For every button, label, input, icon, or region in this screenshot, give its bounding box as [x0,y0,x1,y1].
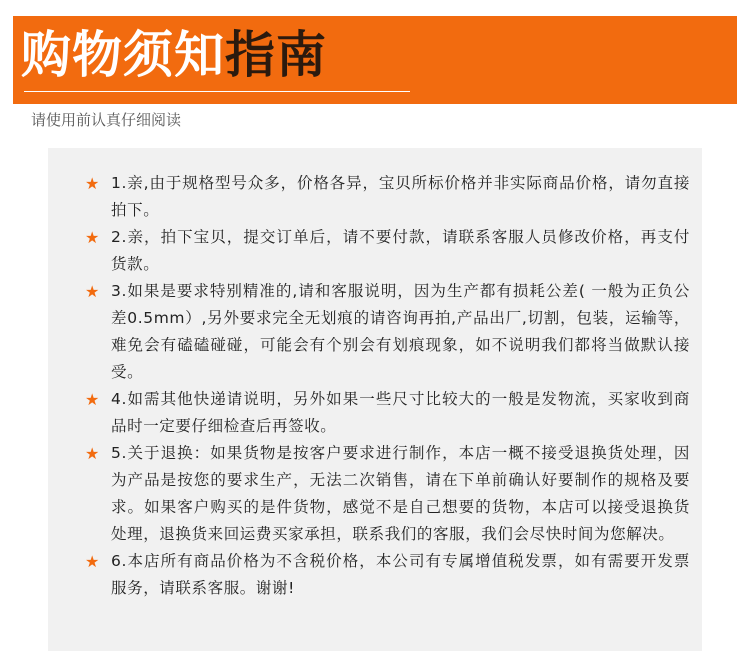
subtitle: 请使用前认真仔细阅读 [31,111,182,129]
note-text: 6.本店所有商品价格为不含税价格，本公司有专属增值税发票，如有需要开发票服务，请联系客服。谢谢! [111,552,690,597]
title-underline [24,91,410,92]
star-icon: ★ [85,390,100,409]
note-text: 5.关于退换：如果货物是按客户要求进行制作，本店一概不接受退换货处理，因为产品是按您的要求生产，无法二次销售，请在下单前确认好要制作的规格及要求。如果客户购买的是件货物，感觉不是自己想要的货物，本店可以接受退换货处理，退换货来回运费买家承担，联系我们的客服，我们会尽快时间为您解决。 [111,444,690,543]
title-part1: 购物须知 [21,26,225,84]
list-item [85,548,690,602]
list-item [85,224,690,278]
list-item [85,386,690,440]
title-part2: 指南 [225,26,327,84]
star-icon: ★ [85,174,100,193]
list-item [85,440,690,548]
list-item [85,170,690,224]
note-text: 3.如果是要求特别精准的,请和客服说明，因为生产都有损耗公差( 一般为正负公差0.5mm）,另外要求完全无划痕的请咨询再拍,产品出厂,切割，包装，运输等，难免会有磕磕碰碰，可能会有个别会有划痕现象，如不说明我们都将当做默认接受。 [111,282,690,381]
star-icon: ★ [85,228,100,247]
note-text: 4.如需其他快递请说明，另外如果一些尺寸比较大的一般是发物流，买家收到商品时一定要仔细检查后再签收。 [111,390,690,435]
note-text: 1.亲,由于规格型号众多，价格各异，宝贝所标价格并非实际商品价格，请勿直接拍下。 [111,174,690,219]
note-text: 2.亲，拍下宝贝，提交订单后，请不要付款，请联系客服人员修改价格，再支付货款。 [111,228,690,273]
notes-list [85,170,690,602]
page-title [21,25,327,85]
list-item [85,278,690,386]
star-icon: ★ [85,282,100,301]
star-icon: ★ [85,444,100,463]
star-icon: ★ [85,552,100,571]
